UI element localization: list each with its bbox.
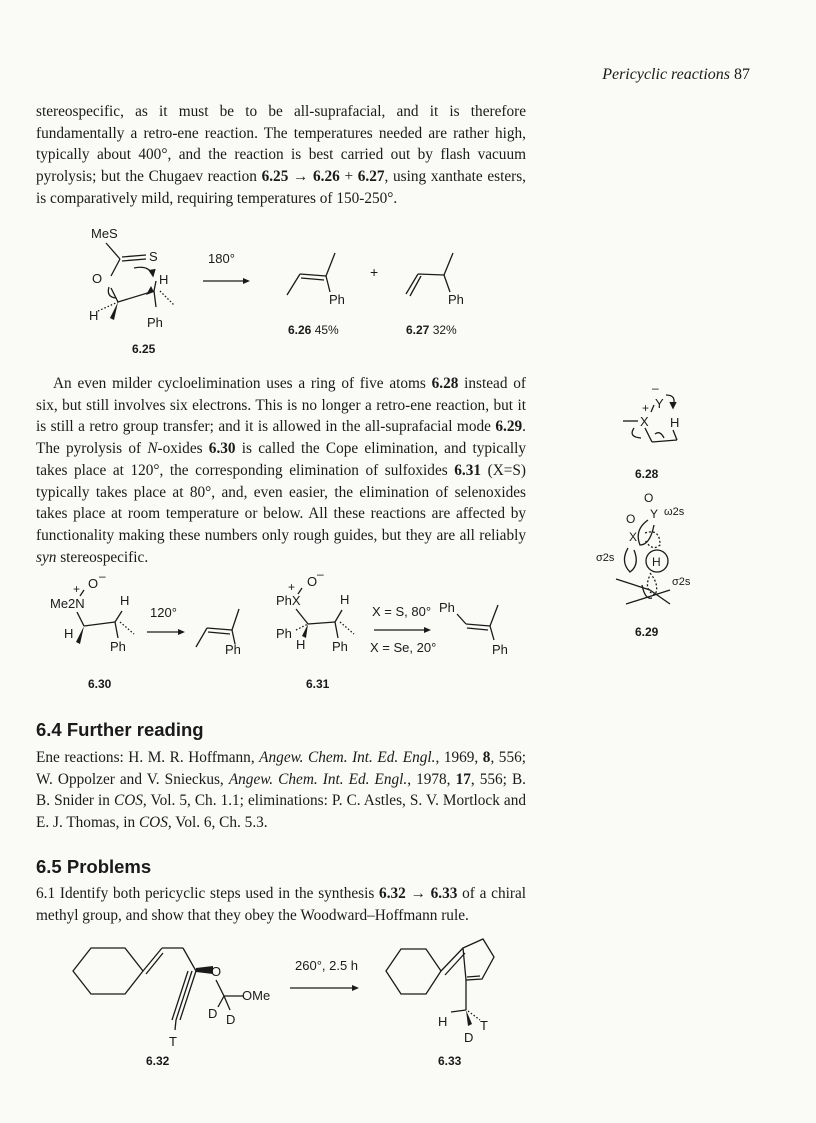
h-label-b: H [64, 626, 74, 641]
side-minus: – [652, 381, 659, 395]
tritium-label-1: T [169, 1034, 177, 1049]
sulfoxide-plus: + [288, 580, 296, 594]
label-6-33: 6.33 [438, 1054, 462, 1068]
paragraph-further-reading: Ene reactions: H. M. R. Hoffmann, Angew. Chem. Int. Ed. Engl., 1969, 8, 556; W. Oppolzer and V. Snieckus, Angew. Chem. Int. Ed. Engl., 1978, 17, 556; B. B. Snider in COS, Vol. 5, Ch. 1.1; eliminations: P. C. Astles, S. V. Mortlock and E. J. Thomas, in COS, Vol. 6, Ch. 5.3. [36, 749, 527, 832]
yield-6-26: 6.26 45% [288, 323, 339, 337]
condition-x-se: X = Se, 20° [370, 640, 437, 655]
ester-o-label: O [92, 271, 103, 286]
paragraph-problem-6-1: 6.1 Identify both pericyclic steps used in the synthesis 6.32 → 6.33 of a chiral methyl group, and show that they obey the Woodward–Hoffmann rule. [36, 885, 526, 924]
side-plus: + [642, 401, 650, 415]
condition-260: 260°, 2.5 h [295, 958, 359, 973]
orbital-o-top: O [644, 491, 654, 505]
ph-label-a: Ph [110, 639, 126, 654]
h-label-d: H [296, 637, 306, 652]
n-oxide-minus: – [99, 569, 106, 583]
tritium-label-2: T [480, 1018, 488, 1033]
ph-label-b: Ph [225, 642, 241, 657]
running-title: Pericyclic reactions [602, 66, 730, 83]
ph-label-d: Ph [332, 639, 348, 654]
compound-label-6-25: 6.25 [132, 342, 156, 356]
h-label-c: H [340, 592, 350, 607]
ph-label-3: Ph [448, 292, 464, 307]
label-6-31: 6.31 [306, 677, 330, 691]
label-6-30: 6.30 [88, 677, 112, 691]
sigma-2s-right: σ2s [672, 576, 691, 588]
ph-label-e: Ph [439, 600, 455, 615]
orbital-o: O [626, 512, 636, 526]
sulfoxide-o: O [307, 574, 318, 589]
me2n-label: Me2N [50, 596, 85, 611]
ome-label: OMe [242, 988, 271, 1003]
orbital-h: H [652, 555, 661, 569]
orbital-x: X [629, 530, 638, 544]
deuterium-label-3: D [464, 1030, 474, 1045]
ref-6-27: 6.27 [357, 168, 385, 186]
label-6-32: 6.32 [146, 1054, 170, 1068]
thione-s-label: S [149, 249, 158, 264]
plus-sign: + [370, 264, 379, 280]
omega-2s: ω2s [664, 506, 685, 518]
ph-label-2: Ph [329, 292, 345, 307]
ph-label-f: Ph [492, 642, 508, 657]
ether-o: O [211, 964, 222, 979]
label-6-28: 6.28 [635, 467, 659, 481]
side-h: H [670, 415, 680, 430]
side-x: X [640, 414, 649, 429]
sulfoxide-minus: – [317, 567, 324, 581]
deuterium-label-2: D [226, 1012, 236, 1027]
yield-6-27: 6.27 32% [406, 323, 457, 337]
ref-6-26: 6.26 [313, 168, 340, 186]
ref-6-25: 6.25 [261, 168, 289, 186]
label-6-29: 6.29 [635, 625, 659, 639]
orbital-y: Y [650, 507, 659, 521]
heading-further-reading: 6.4 Further reading [36, 719, 204, 740]
temp-180: 180° [208, 251, 235, 266]
paragraph-chugaev: stereospecific, as it must be to be all-suprafacial, and it is therefore fundamentally a retro-ene reaction. The temperatures needed are rather high, typically about 400°, and the reaction is best carried out by flash vacuum pyrolysis; but the Chugaev reaction 6.25 → 6.26 + 6.27, using xanthate esters, is comparatively mild, requiring temperatures of 150-250°. [36, 103, 526, 207]
side-y: Y [655, 396, 664, 411]
paragraph-cycloelimination: An even milder cycloelimination uses a ring of five atoms 6.28 instead of six, but still involves six electrons. This is no longer a retro-ene reaction, but it is still a retro group transfer; and it is allowed in the all-suprafacial mode 6.29. The pyrolysis of N-oxides 6.30 is called the Cope elimination, and typically takes place at 120°, the corresponding elimination of sulfoxides 6.31 (X=S) typically takes place at 80°, and, even easier, the elimination of selenoxides takes place at room temperature or below. All these reactions are affected by functionality making these numbers only rough guides, but they are all reliably syn stereospecific. [36, 375, 527, 566]
sigma-2s-left: σ2s [596, 552, 615, 564]
h-label-a: H [120, 593, 130, 608]
mes-label: MeS [91, 226, 118, 241]
n-oxide-plus: + [73, 582, 81, 596]
heading-problems: 6.5 Problems [36, 856, 152, 877]
n-oxide-o: O [88, 576, 99, 591]
temp-120: 120° [150, 605, 177, 620]
deuterium-label-1: D [208, 1006, 218, 1021]
ph-label-c: Ph [276, 626, 292, 641]
h-label-final: H [438, 1014, 448, 1029]
h-label-1: H [159, 272, 169, 287]
page-number: 87 [734, 66, 750, 83]
ph-label-1: Ph [147, 315, 163, 330]
condition-x-s: X = S, 80° [372, 604, 432, 619]
h-label-2: H [89, 308, 99, 323]
phx-label: PhX [276, 593, 301, 608]
